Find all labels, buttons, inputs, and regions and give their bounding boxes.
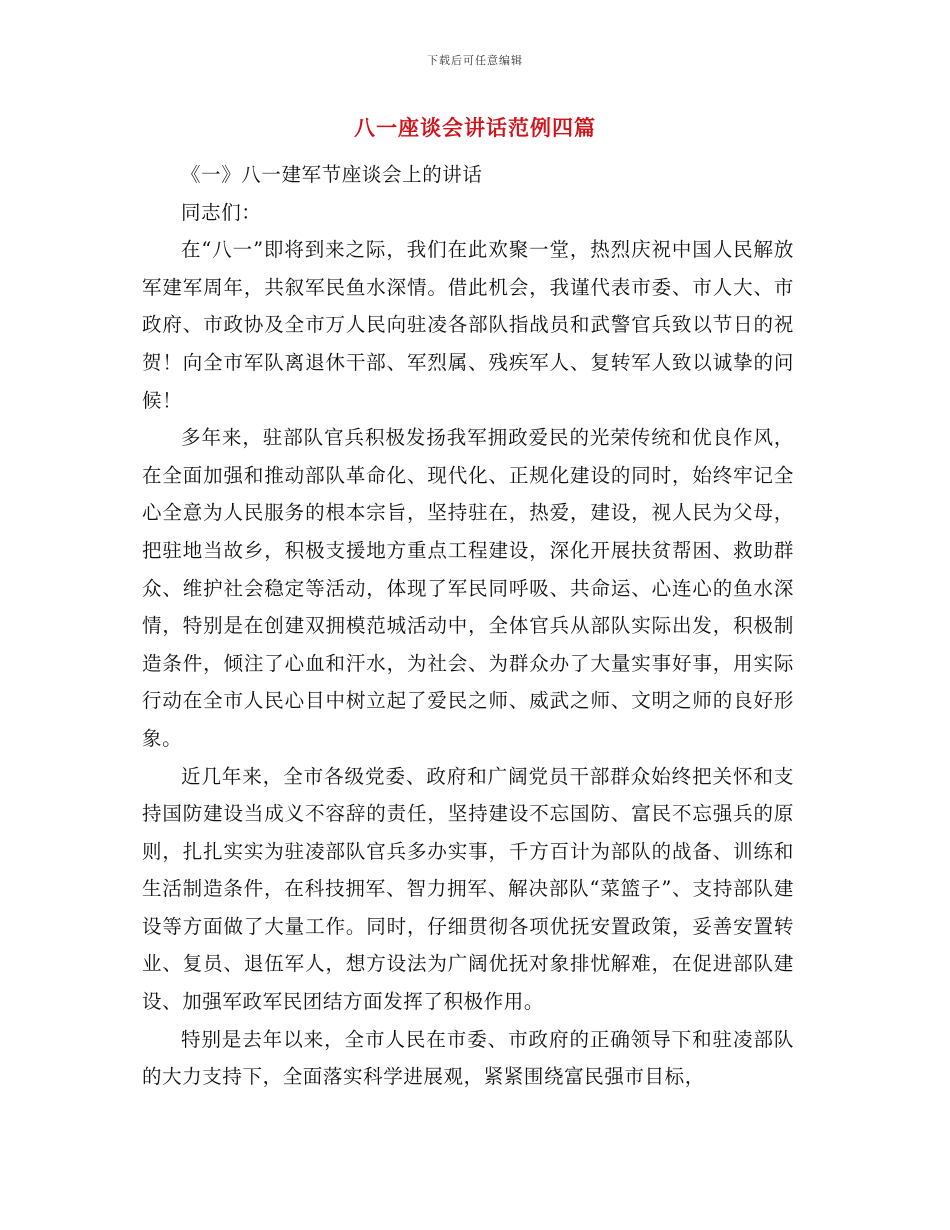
document-title: 八一座谈会讲话范例四篇 [354,116,596,140]
header-note: 下载后可任意编辑 [427,54,523,67]
document-body [142,156,794,1096]
paragraph: 近几年来，全市各级党委、政府和广阔党员干部群众始终把关怀和支持国防建设当成义不容辞的责任，坚持建设不忘国防、富民不忘强兵的原则，扎扎实实为驻凌部队官兵多办实事，千方百计为部队的战备、训练和生活制造条件，在科技拥军、智力拥军、解决部队“菜篮子”、支持部队建设等方面做了大量工作。同时，仔细贯彻各项优抚安置政策，妥善安置转业、复员、退伍军人，想方设法为广阔优抚对象排忧解难，在促进部队建设、加强军政军民团结方面发挥了积极作用。 [142,764,794,1014]
paragraph: 在“八一”即将到来之际，我们在此欢聚一堂，热烈庆祝中国人民解放军建军周年，共叙军民鱼水深情。借此机会，我谨代表市委、市人大、市政府、市政协及全市万人民向驻凌各部队指战员和武警官兵致以节日的祝贺！向全市军队离退休干部、军烈属、残疾军人、复转军人致以诚挚的问候！ [142,238,794,412]
paragraph: 特别是去年以来，全市人民在市委、市政府的正确领导下和驻凌部队的大力支持下，全面落实科学进展观，紧紧围绕富民强市目标， [142,1027,794,1089]
paragraph: 多年来，驻部队官兵积极发扬我军拥政爱民的光荣传统和优良作风，在全面加强和推动部队革命化、现代化、正规化建设的同时，始终牢记全心全意为人民服务的根本宗旨，坚持驻在，热爱，建设，视人民为父母，把驻地当故乡，积极支援地方重点工程建设，深化开展扶贫帮困、救助群众、维护社会稳定等活动，体现了军民同呼吸、共命运、心连心的鱼水深情，特别是在创建双拥模范城活动中，全体官兵从部队实际出发，积极制造条件，倾注了心血和汗水，为社会、为群众办了大量实事好事，用实际行动在全市人民心目中树立起了爱民之师、威武之师、文明之师的良好形象。 [142,426,794,750]
salutation: 同志们： [181,200,262,224]
section-heading: 《一》八一建军节座谈会上的讲话 [181,163,483,186]
